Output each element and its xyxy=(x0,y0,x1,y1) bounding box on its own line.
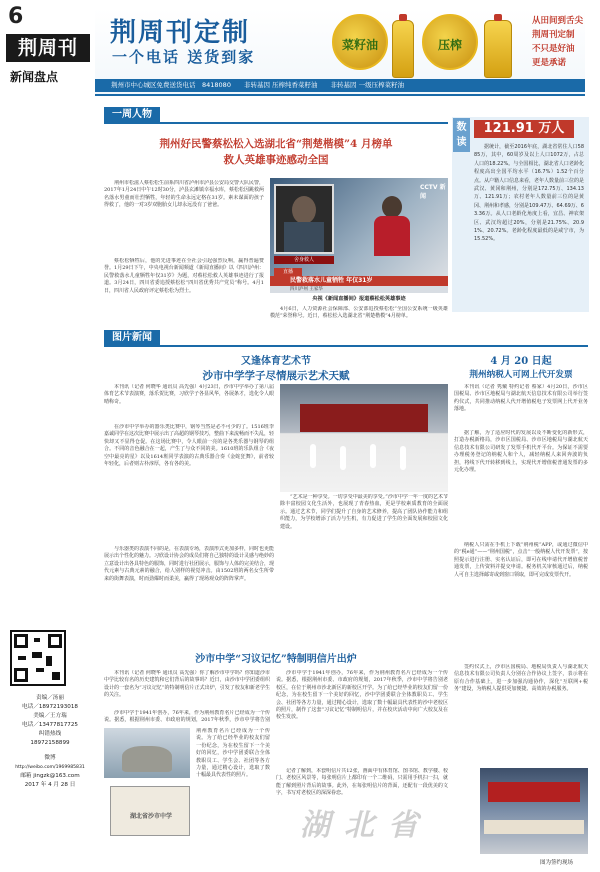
section-name: 新闻盘点 xyxy=(10,70,59,84)
designer-phone: 电话／13477817725 xyxy=(22,722,78,728)
qr-code[interactable] xyxy=(10,630,66,686)
article2-headline[interactable]: 沙市中学学子尽情展示艺术天赋 xyxy=(202,370,350,382)
portrait-face xyxy=(292,196,316,224)
portrait-uniform xyxy=(284,222,324,252)
page-number: 6 xyxy=(8,4,24,29)
postcard-text: 湖北省沙市中学 xyxy=(129,813,172,820)
portrait-caption: 舍身救人 xyxy=(274,256,334,264)
contact-info xyxy=(6,694,94,790)
ad-slogan: 更是承诺 xyxy=(532,58,567,68)
article3-body: 沙市中学于1941年创办，76年来，作为荆州教育名片已经成为一个传说。据悉，根据荆州市委、市政府的规划，2017年秋季，沙市中学将告别老校区，在位于荆州市沙北新区的新校区开学。为了给已经毕业的校友们留一份纪念，为在校生留下一个美好的回忆，沙中学团委联合全体教职员工、学生会、社团等各方力量，通过精心设计，选取了数十幅最具代表性的沙中老校区的照片，制作了这套“习议记忆”特制明信片，并在校庆活动中向广大校友及在校生发放。 xyxy=(276,670,448,721)
designer-line: 美编／王方瑞 xyxy=(33,713,67,719)
tv-caption-sub: 四川泸州 王家华 xyxy=(270,286,448,293)
section-tag-photo-news: 图片新闻 xyxy=(104,330,160,345)
article1-headline[interactable]: 荆州好民警蔡松松入选湖北省“荆楚楷模”4 月榜单 xyxy=(159,138,393,150)
section-divider xyxy=(104,122,448,124)
hotline-label: 纠错热线 xyxy=(38,731,62,737)
oil-logo-1-label: 菜籽油 xyxy=(341,38,378,52)
performer xyxy=(310,444,316,468)
ad-subtitle: 一个电话 送货到家 xyxy=(112,48,256,66)
signing-photo xyxy=(480,768,588,854)
article2-kicker[interactable]: 又逢体育艺术节 xyxy=(241,356,311,367)
article4-headline[interactable]: 荆州纳税人可网上代开发票 xyxy=(469,370,573,380)
masthead: 荆周刊 xyxy=(6,34,90,62)
anchor-body xyxy=(374,216,410,256)
portrait-frame xyxy=(274,184,334,254)
ad-slogan: 从田间到舌尖 xyxy=(532,16,584,26)
article3-headline[interactable]: 沙市中学“习议记忆”特制明信片出炉 xyxy=(195,654,357,665)
ad-slogan: 不只是好油 xyxy=(532,44,575,54)
editor-phone: 电话／18972193018 xyxy=(22,704,78,710)
article2-body: 在沙市中学举办的器乐类比赛中，钢琴当然是必不可少的了。1516班李嘉诚同学在这次比赛中展示出了高超的钢琴技巧，整曲下来流畅而不失乱，轻快却又不显得仓促。在这场比赛中，令人眼前一亮的是各类乐器与钢琴的组合。不同的音色融合在一起，产生了与众不同的美。1610班的乐队组合《夜空中最亮的星》以及1614班同学表演的古典乐器合奏《金蛇狂舞》，前者较年轻化，后者则古朴淳厚，各有各的美。 xyxy=(104,424,274,468)
signing-photo-caption: 图为签约现场 xyxy=(540,860,574,866)
anchor xyxy=(370,196,414,256)
article4-body: 纳税人只需在手机上下载“荆州税”APP，或通过微信中的“税e通”——“荆州国税”，点击“一般纳税人代开发票”，按照提示进行注册、实名认证后，即可在线申请代开增值税普通发票，上传资料并提交申请。税务机关审核通过后，纳税人可自主选择邮寄或到窗口领取，即可完成发票代开。 xyxy=(454,542,588,578)
oil-bottle-1 xyxy=(392,20,414,78)
ad-slogan: 荆周刊定制 xyxy=(532,30,575,40)
article2-byline: 本刊讯（记者 何晓华 通讯员 高先强）4月23日，沙市中学举办了第八届体育艺术节表演赛，落乐贺比赛，习欣学子各显风华，各展条才，选化令人眼晴称奇。 xyxy=(104,384,274,405)
postcard-photo-2 xyxy=(110,786,190,836)
editor-line: 责编／汤丽 xyxy=(36,695,64,701)
performer xyxy=(400,446,406,470)
section-tag-people: 一周人物 xyxy=(104,107,160,122)
article3-body: 记者了解到，本套明信片共12张，画面中有体育馆、图书馆、教学楼、校门、老校区风景等，每张明信片上都印有一个二维码，只需用手机扫一扫，就能了解到照片背后的故事。此外，在每张明信片的背面，还配有一段优美的文字，书写对老校区的深深眷恋。 xyxy=(276,768,448,797)
tv-caption-bar: 民警救落水儿童牺牲 年仅31岁 xyxy=(270,276,448,286)
ad-slogans xyxy=(532,14,583,70)
stage-backdrop xyxy=(300,404,428,432)
article4-body: 据了解，为了适应时代的发展以及不断变化的新形式，打造办税新格局，沙市区国税局、沙市区地税局与湖北航天信息技术有限公司研发了发票手机代开平台。为保证不需要办理税务登记的纳税人和个人，减轻纳税人来回奔波的负担，将线下代开转移到线上，实现代开增值税普通发票的多元化办理。 xyxy=(454,430,588,474)
section-divider xyxy=(104,345,588,347)
signing-backdrop xyxy=(488,782,580,802)
oil-bottle-2 xyxy=(484,20,512,78)
monument xyxy=(122,746,172,772)
weibo-url[interactable]: http://weibo.com/1969985831 xyxy=(15,765,85,770)
postcard-photo-1 xyxy=(104,728,190,778)
article1-body: 4月6日，人力资源社会保障部、公安部追授蔡松松“全国公安系统一级英雄模范”荣誉称号。近日，蔡松松入选湖北省“荆楚楷模”4月榜单。 xyxy=(270,306,448,320)
oil-logo-2 xyxy=(422,14,478,70)
email[interactable]: 邮箱 jingzk@163.com xyxy=(20,773,80,779)
article2-body: “艺术是一种享受。一切享受中最美的享受。”沙市中学一年一度的艺术节除丰富校园文化生活外，也展现了青春热血，更是学校素质教育的全面展示。通过艺术节，同学们提升了自身的艺术修养，提高了团队协作能力和组织能力，为学校增添了活力与生机，有力促进了学生的全面发展和校园文化建设。 xyxy=(280,494,448,530)
watermark: 湖北省 xyxy=(300,808,432,843)
article1-subheadline[interactable]: 救人英雄事迹感动全国 xyxy=(223,154,329,166)
issue-date: 2017 年 4 月 28 日 xyxy=(24,782,76,788)
article4-byline: 本刊讯（记者 隽戴 特约记者 蔡家）4月20日，沙市区国税局、沙市区地税局与湖北航天信息技术有限公司举行签约仪式，共同推动纳税人代开增值税电子发票网上代开业务落地。 xyxy=(454,384,588,413)
article1-body: 荆州市松滋人蔡松松生前系四川省泸州市泸县公安局交警大队民警，2017年1月24日中午12时30分，泸县玄滩镇幸福水库，蔡松松因跳救两名落水男童而壮烈牺牲，年轻的生命永远定格在31岁。素未谋面的孩子得救了，他的一对3岁双胞胎女儿却永远没有了爸爸。 xyxy=(104,180,264,209)
article3-byline: 本刊讯（记者 何晓华 通讯员 高先强）你了解沙市中学吗？你知道沙市中学比较有名的历史建筑和它们背后的故事吗？近日，由沙市中学团委组织设计的一套名为“习议记忆”的特制明信片正式出炉，引发了校友和新老学生的关注。 xyxy=(104,670,270,699)
performer xyxy=(370,444,376,468)
article2-body: 与乐器类的表演不同的是，在表演专场，表演形式更加多样，同时也更能展示出个性化的魅力。习欣设计协会的成员们将自己独特的设计灵感与绝妙的立意设计出各具特色的服饰，同时进行社团展示，服饰与人体的完美结合，现代元素与古典元素的融合，给人别样的视觉冲击。由1502班的两名女生所带来的街舞表演，时而劲爆时而柔美，赢得了现场观众的阵阵掌声。 xyxy=(104,546,274,582)
anchor-head xyxy=(382,196,402,218)
stage-photo xyxy=(280,384,448,492)
live-badge: 直播 xyxy=(274,268,302,276)
data-value: 121.91 万人 xyxy=(474,120,574,138)
cctv-logo: CCTV 新闻 xyxy=(420,184,446,200)
article3-body: 沙市中学于1941年创办，76年来，作为荆州教育名片已经成为一个传说。据悉，根据荆州市委、市政府的规划，2017年秋季，沙市中学将告别 xyxy=(104,710,270,724)
photo-caption: 央视《新闻直播间》报道蔡松松英雄事迹 xyxy=(312,296,406,302)
data-body: 据统计，截至2016年底，湖北省常住人口5885万，其中，60周岁及以上人口1072万，占总人口的18.22%。与全国相比，湖北省人口老龄化程度高出全国平均水平（16.7%）1.52个百分点。从户籍人口信息来看，老年人数量前三位的是武汉、黄冈和荆州，分别是172.75万、134.13万、121.91万；农村老年人数量前三位的是黄冈、荆州和孝感，分别是109.47万、64.69万、63.36万。从人口老龄化角度上看，宜昌、神农架区、武汉均超过20%，分别是21.75%、20.91%、20.72%。老龄化程度最低的是咸宁市，为15.52%。 xyxy=(474,144,584,243)
hotline-number: 18972158899 xyxy=(30,740,70,746)
ad-title: 荆周刊定制 xyxy=(110,18,251,48)
tv-news-screenshot xyxy=(270,178,448,276)
article4-kicker[interactable]: 4 月 20 日起 xyxy=(490,356,552,367)
data-label: 数读 xyxy=(453,118,470,152)
oil-logo-2-label: 压榨 xyxy=(437,38,462,52)
article1-body: 蔡松松牺牲后，他的先进事迹在全社会引起强烈反响，赢得普遍赞誉。1月29日下午，中央电视台新闻频道《新闻直播间》以《四川泸州：民警救落水儿童牺牲年仅31岁》为题，对蔡松松救人英雄事迹进行了报道。3月24日，四川省委追授蔡松松“四川省优秀共产党员”称号。4月1日，四川省人民政府评定蔡松松为烈士。 xyxy=(104,258,264,294)
ad-strip: 荆州市中心城区免费送货电话 8418080 非转基因 压榨纯香菜籽油 非转基因 一级压榨菜籽油 xyxy=(95,79,585,92)
article4-body: 签约仪式上，沙市区国税局、地税局负责人与湖北航天信息技术有限公司负责人分别在合作协议上签字，表示将在原有合作基础上，进一步加强沟通协作，深化“互联网+税务”建设，为纳税人提供更加便捷、高效的办税服务。 xyxy=(454,664,588,693)
oil-logo-1 xyxy=(332,14,388,70)
signing-table xyxy=(484,820,584,834)
article3-body: 荆州教育名片已经成为一个传说。为了给已经毕业的校友们留一份纪念，为在校生留下一个美好的回忆，沙中学团委联合全体教职员工、学生会、社团等各方力量，通过精心设计，选取了数十幅最具代表性的照片。 xyxy=(196,728,270,779)
weibo-label: 微博 xyxy=(44,755,56,761)
performer xyxy=(340,446,346,470)
